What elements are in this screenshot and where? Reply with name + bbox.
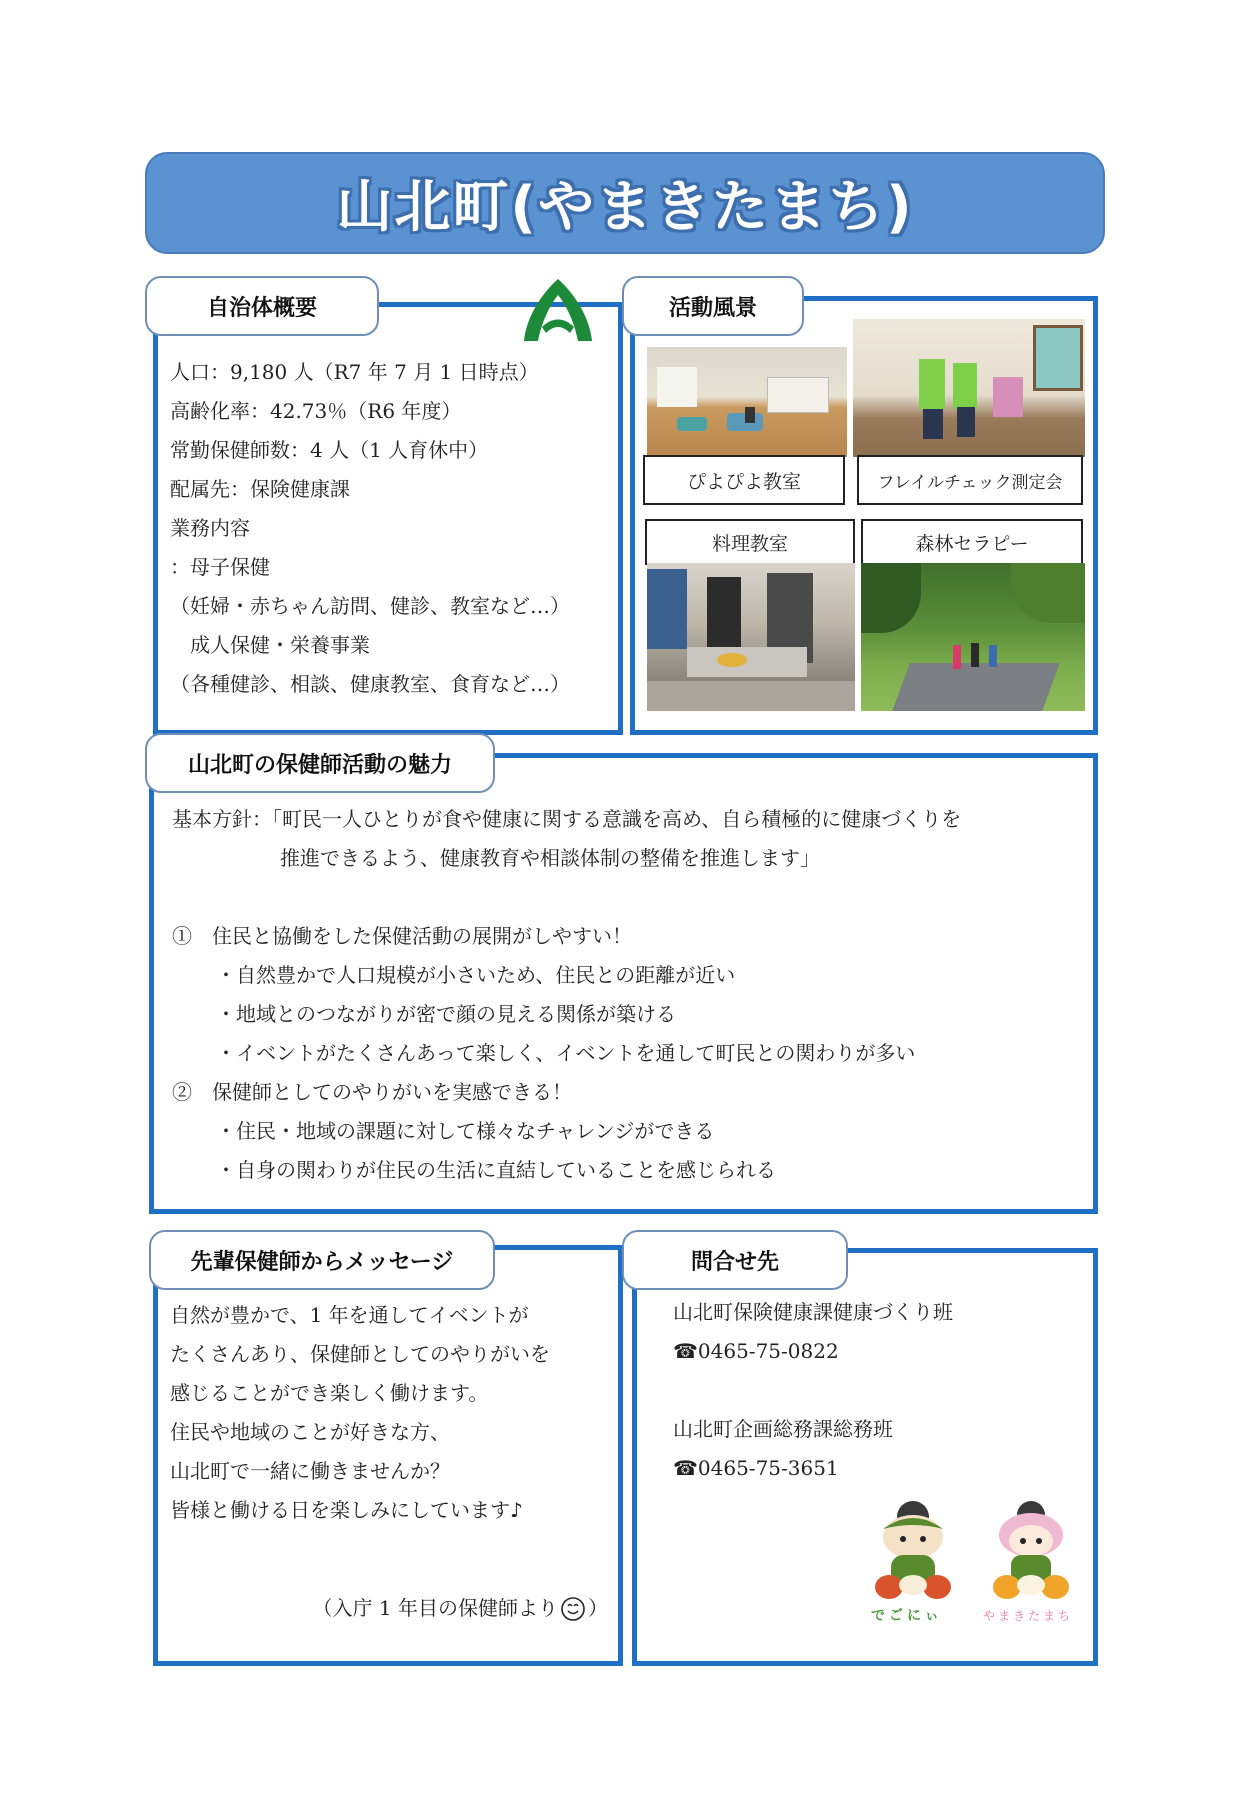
message-line: 住民や地域のことが好きな方、 — [170, 1420, 450, 1444]
message-line: 自然が豊かで、1 年を通してイベントが — [170, 1303, 529, 1327]
appeal-point-2-item: ・自身の関わりが住民の生活に直結していることを感じられる — [216, 1158, 776, 1182]
overview-duty-maternal: ：母子保健 — [170, 555, 270, 579]
mascot-degoni-label: でごにぃ — [871, 1608, 943, 1624]
caption-piyopiyo: ぴよぴよ教室 — [643, 455, 845, 505]
overview-nurse-count: 常勤保健師数：4 人（1 人育休中） — [170, 438, 489, 462]
appeal-point-1-item: ・自然豊かで人口規模が小さいため、住民との距離が近い — [216, 963, 736, 987]
contact-content — [673, 1293, 953, 1488]
overview-duties-label: 業務内容 — [170, 516, 250, 540]
appeal-heading: 山北町の保健師活動の魅力 — [187, 752, 452, 778]
contact-heading: 問合せ先 — [690, 1249, 779, 1275]
policy-line-1: 基本方針：「町民一人ひとりが食や健康に関する意識を高め、自ら積極的に健康づくりを — [172, 807, 962, 831]
overview-department: 配属先：保険健康課 — [170, 477, 350, 501]
appeal-point-2-item: ・住民・地域の課題に対して様々なチャレンジができる — [216, 1119, 715, 1143]
spacer — [172, 878, 961, 917]
message-tab — [149, 1230, 495, 1290]
appeal-content — [172, 800, 961, 1190]
smile-icon — [560, 1596, 586, 1622]
message-line: たくさんあり、保健師としてのやりがいを — [170, 1342, 550, 1366]
photo-cooking-class — [647, 563, 855, 711]
contact-tel-health: ☎0465-75-0822 — [673, 1339, 839, 1363]
caption-forest: 森林セラピー — [861, 519, 1083, 565]
photo-forest-therapy — [861, 563, 1085, 711]
appeal-point-1-item: ・イベントがたくさんあって楽しく、イベントを通して町民との関わりが多い — [216, 1041, 916, 1065]
overview-aging-rate: 高齢化率：42.73％（R6 年度） — [170, 399, 462, 423]
contact-org-health: 山北町保険健康課健康づくり班 — [673, 1300, 953, 1324]
spacer — [673, 1371, 953, 1410]
appeal-point-2: ② 保健師としてのやりがいを実感できる！ — [172, 1080, 572, 1104]
message-panel — [153, 1245, 623, 1666]
page-title: 山北町(やまきたまち) — [336, 175, 914, 240]
contact-tel-general: ☎0465-75-3651 — [673, 1456, 839, 1480]
overview-list — [170, 353, 570, 704]
message-signature: （入庁 1 年目の保健師より ） — [312, 1596, 608, 1620]
overview-heading: 自治体概要 — [206, 295, 317, 321]
contact-org-general: 山北町企画総務課総務班 — [673, 1417, 893, 1441]
overview-tab — [145, 276, 379, 336]
activities-heading: 活動風景 — [668, 295, 757, 321]
message-line: 皆様と働ける日を楽しみにしています♪ — [170, 1498, 523, 1522]
mascot-yamakitamachi-label: やまきたまち — [983, 1609, 1074, 1623]
town-logo-icon — [520, 275, 596, 347]
appeal-panel — [149, 753, 1098, 1214]
contact-panel — [632, 1248, 1098, 1666]
activities-tab — [622, 276, 804, 336]
mascot-degoni-icon — [865, 1493, 961, 1605]
message-heading: 先輩保健師からメッセージ — [190, 1249, 454, 1275]
overview-duty-adult: 成人保健・栄養事業 — [170, 633, 370, 657]
message-line: 山北町で一緒に働きませんか？ — [170, 1459, 450, 1483]
overview-duty-adult-detail: （各種健診、相談、健康教室、食育など…） — [170, 672, 570, 696]
activities-panel — [630, 296, 1098, 735]
title-banner — [145, 152, 1105, 254]
appeal-tab — [145, 733, 495, 793]
contact-tab — [622, 1230, 848, 1290]
photo-frailty-check — [853, 319, 1085, 457]
message-content — [170, 1296, 550, 1530]
caption-cooking: 料理教室 — [645, 519, 855, 565]
overview-duty-maternal-detail: （妊婦・赤ちゃん訪問、健診、教室など…） — [170, 594, 570, 618]
caption-frailty: フレイルチェック測定会 — [857, 455, 1083, 505]
appeal-point-1-item: ・地域とのつながりが密で顔の見える関係が築ける — [216, 1002, 676, 1026]
overview-panel — [153, 302, 623, 735]
message-line: 感じることができ楽しく働けます。 — [170, 1381, 489, 1405]
overview-population: 人口：9,180 人（R7 年 7 月 1 日時点） — [170, 360, 539, 384]
mascot-yamakitamachi-icon — [981, 1493, 1081, 1605]
photo-piyopiyo-class — [647, 347, 847, 457]
appeal-point-1: ① 住民と協働をした保健活動の展開がしやすい！ — [172, 924, 632, 948]
policy-line-2: 推進できるよう、健康教育や相談体制の整備を推進します」 — [280, 846, 820, 870]
